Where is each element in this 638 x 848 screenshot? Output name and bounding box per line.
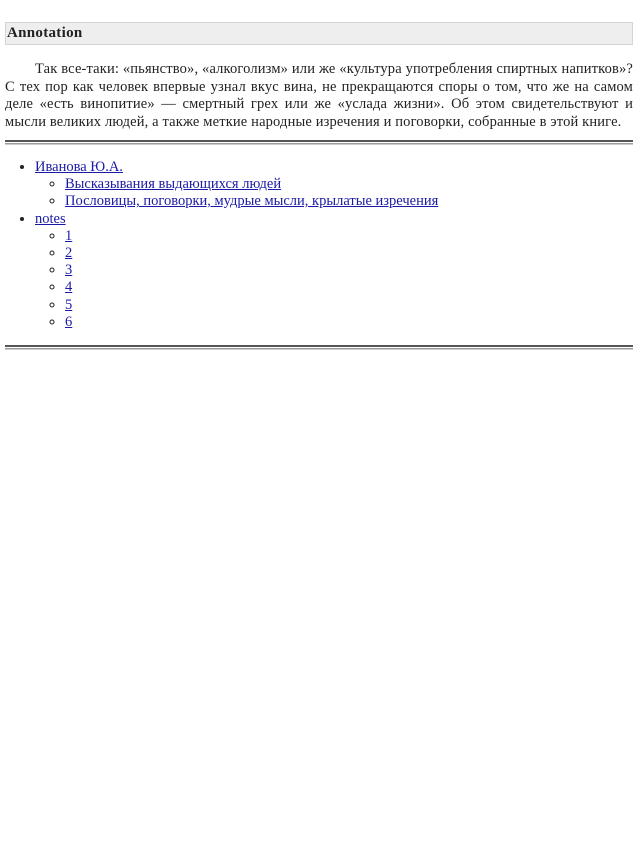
document-page xyxy=(0,22,638,349)
toc-link-note-2[interactable]: 2 xyxy=(65,245,73,262)
table-of-contents xyxy=(5,159,633,331)
toc-item xyxy=(65,279,633,296)
annotation-paragraph: Так все-таки: «пьянство», «алкоголизм» или же «культура употребления спиртных напитков»? С тех пор как человек впервые узнал вкус вина, не прекращаются споры о том, что же на самом деле «есть винопитие» — смертный грех или же «услада жизни». Об этом свидетельствуют и мысли великих людей, а также меткие народные изречения и поговорки, собранные в этой книге. xyxy=(5,61,633,130)
toc-item xyxy=(65,297,633,314)
toc-link-quotes[interactable]: Высказывания выдающихся людей xyxy=(65,176,282,193)
annotation-heading: Annotation xyxy=(5,22,633,45)
toc-sublist-notes xyxy=(35,228,633,331)
toc-item-notes xyxy=(35,211,633,331)
toc-link-author[interactable]: Иванова Ю.А. xyxy=(35,159,123,175)
horizontal-divider xyxy=(5,140,633,144)
toc-link-note-6[interactable]: 6 xyxy=(65,313,73,330)
toc-item xyxy=(65,314,633,331)
toc-link-note-3[interactable]: 3 xyxy=(65,262,73,279)
toc-item xyxy=(65,262,633,279)
toc-sublist-author xyxy=(35,176,633,210)
horizontal-divider-bottom xyxy=(5,345,633,349)
toc-link-note-4[interactable]: 4 xyxy=(65,279,73,296)
toc-item xyxy=(65,245,633,262)
toc-link-proverbs[interactable]: Пословицы, поговорки, мудрые мысли, крылатые изречения xyxy=(65,193,439,210)
toc-item xyxy=(65,193,633,210)
toc-link-note-5[interactable]: 5 xyxy=(65,296,73,313)
toc-item xyxy=(65,228,633,245)
toc-item-author xyxy=(35,159,633,211)
toc-item xyxy=(65,176,633,193)
toc-link-note-1[interactable]: 1 xyxy=(65,227,73,244)
toc-link-notes[interactable]: notes xyxy=(35,210,66,227)
